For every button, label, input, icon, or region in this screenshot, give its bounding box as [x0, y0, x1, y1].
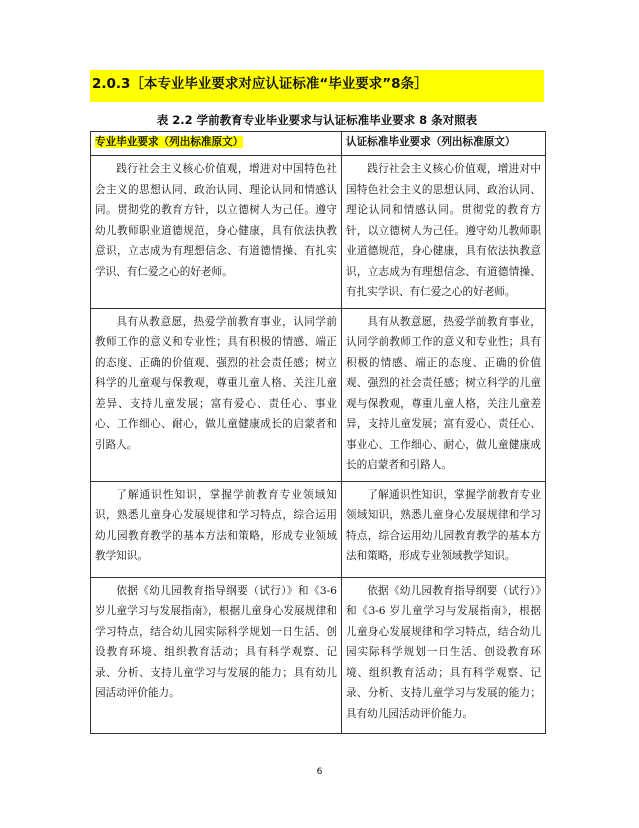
table-row — [91, 481, 546, 577]
major-requirement-cell: 了解通识性知识，掌握学前教育专业领域知识，熟悉儿童身心发展规律和学习特点，综合运用幼儿园教育教学的基本方法和策略，形成专业领域教学知识。 — [91, 481, 342, 577]
header-standard-requirements: 认证标准毕业要求（列出标准原文） — [342, 132, 546, 156]
header-major-requirements — [91, 132, 342, 156]
table-row — [91, 308, 546, 481]
major-requirement-cell: 依据《幼儿园教育指导纲要（试行）》和《3-6 岁儿童学习与发展指南》，根据儿童身心发展规律和学习特点，结合幼儿园实际科学规划一日生活、创设教育环境、组织教育活动；具有科学观察、记录、分析、支持儿童学习与发展的能力；具有幼儿园活动评价能力。 — [91, 577, 342, 733]
major-requirement-cell: 践行社会主义核心价值观，增进对中国特色社会主义的思想认同、政治认同、理论认同和情感认同。贯彻党的教育方针，以立德树人为己任。遵守幼儿教师职业道德规范，身心健康，具有依法执教意识，立志成为有理想信念、有道德情操、有扎实学识、有仁爱之心的好老师。 — [91, 156, 342, 309]
standard-requirement-cell: 依据《幼儿园教育指导纲要（试行）》和《3-6 岁儿童学习与发展指南》，根据儿童身心发展规律和学习特点，结合幼儿园实际科学规划一日生活、创设教育环境、组织教育活动；具有科学观察、记录、分析、支持儿童学习与发展的能力；具有幼儿园活动评价能力。 — [342, 577, 546, 733]
section-heading: 2.0.3［本专业毕业要求对应认证标准“毕业要求”8条］ — [90, 70, 544, 102]
comparison-table — [90, 131, 546, 734]
table-header-row — [91, 132, 546, 156]
standard-requirement-cell: 具有从教意愿，热爱学前教育事业，认同学前教师工作的意义和专业性；具有积极的情感、端正的态度、正确的价值观、强烈的社会责任感；树立科学的儿童观与保教观，尊重儿童人格，关注儿童差异，支持儿童发展；富有爱心、责任心、事业心、工作细心、耐心，做儿童健康成长的启蒙者和引路人。 — [342, 308, 546, 481]
standard-requirement-cell: 了解通识性知识，掌握学前教育专业领域知识，熟悉儿童身心发展规律和学习特点，综合运用幼儿园教育教学的基本方法和策略，形成专业领域教学知识。 — [342, 481, 546, 577]
major-requirement-cell: 具有从教意愿，热爱学前教育事业，认同学前教师工作的意义和专业性；具有积极的情感、端正的态度、正确的价值观、强烈的社会责任感；树立科学的儿童观与保教观，尊重儿童人格、关注儿童差异、支持儿童发展；富有爱心、责任心、事业心、工作细心、耐心，做儿童健康成长的启蒙者和引路人。 — [91, 308, 342, 481]
header-major-requirements-label: 专业毕业要求（列出标准原文） — [95, 136, 244, 148]
table-caption: 表 2.2 学前教育专业毕业要求与认证标准毕业要求 8 条对照表 — [156, 113, 478, 127]
table-row — [91, 156, 546, 309]
table-row — [91, 577, 546, 733]
page-number: 6 — [316, 767, 323, 777]
standard-requirement-cell: 践行社会主义核心价值观，增进对中国特色社会主义的思想认同、政治认同、理论认同和情感认同。贯彻党的教育方针，以立德树人为己任。遵守幼儿教师职业道德规范，身心健康，具有依法执教意识，立志成为有理想信念、有道德情操、有扎实学识、有仁爱之心的好老师。 — [342, 156, 546, 309]
